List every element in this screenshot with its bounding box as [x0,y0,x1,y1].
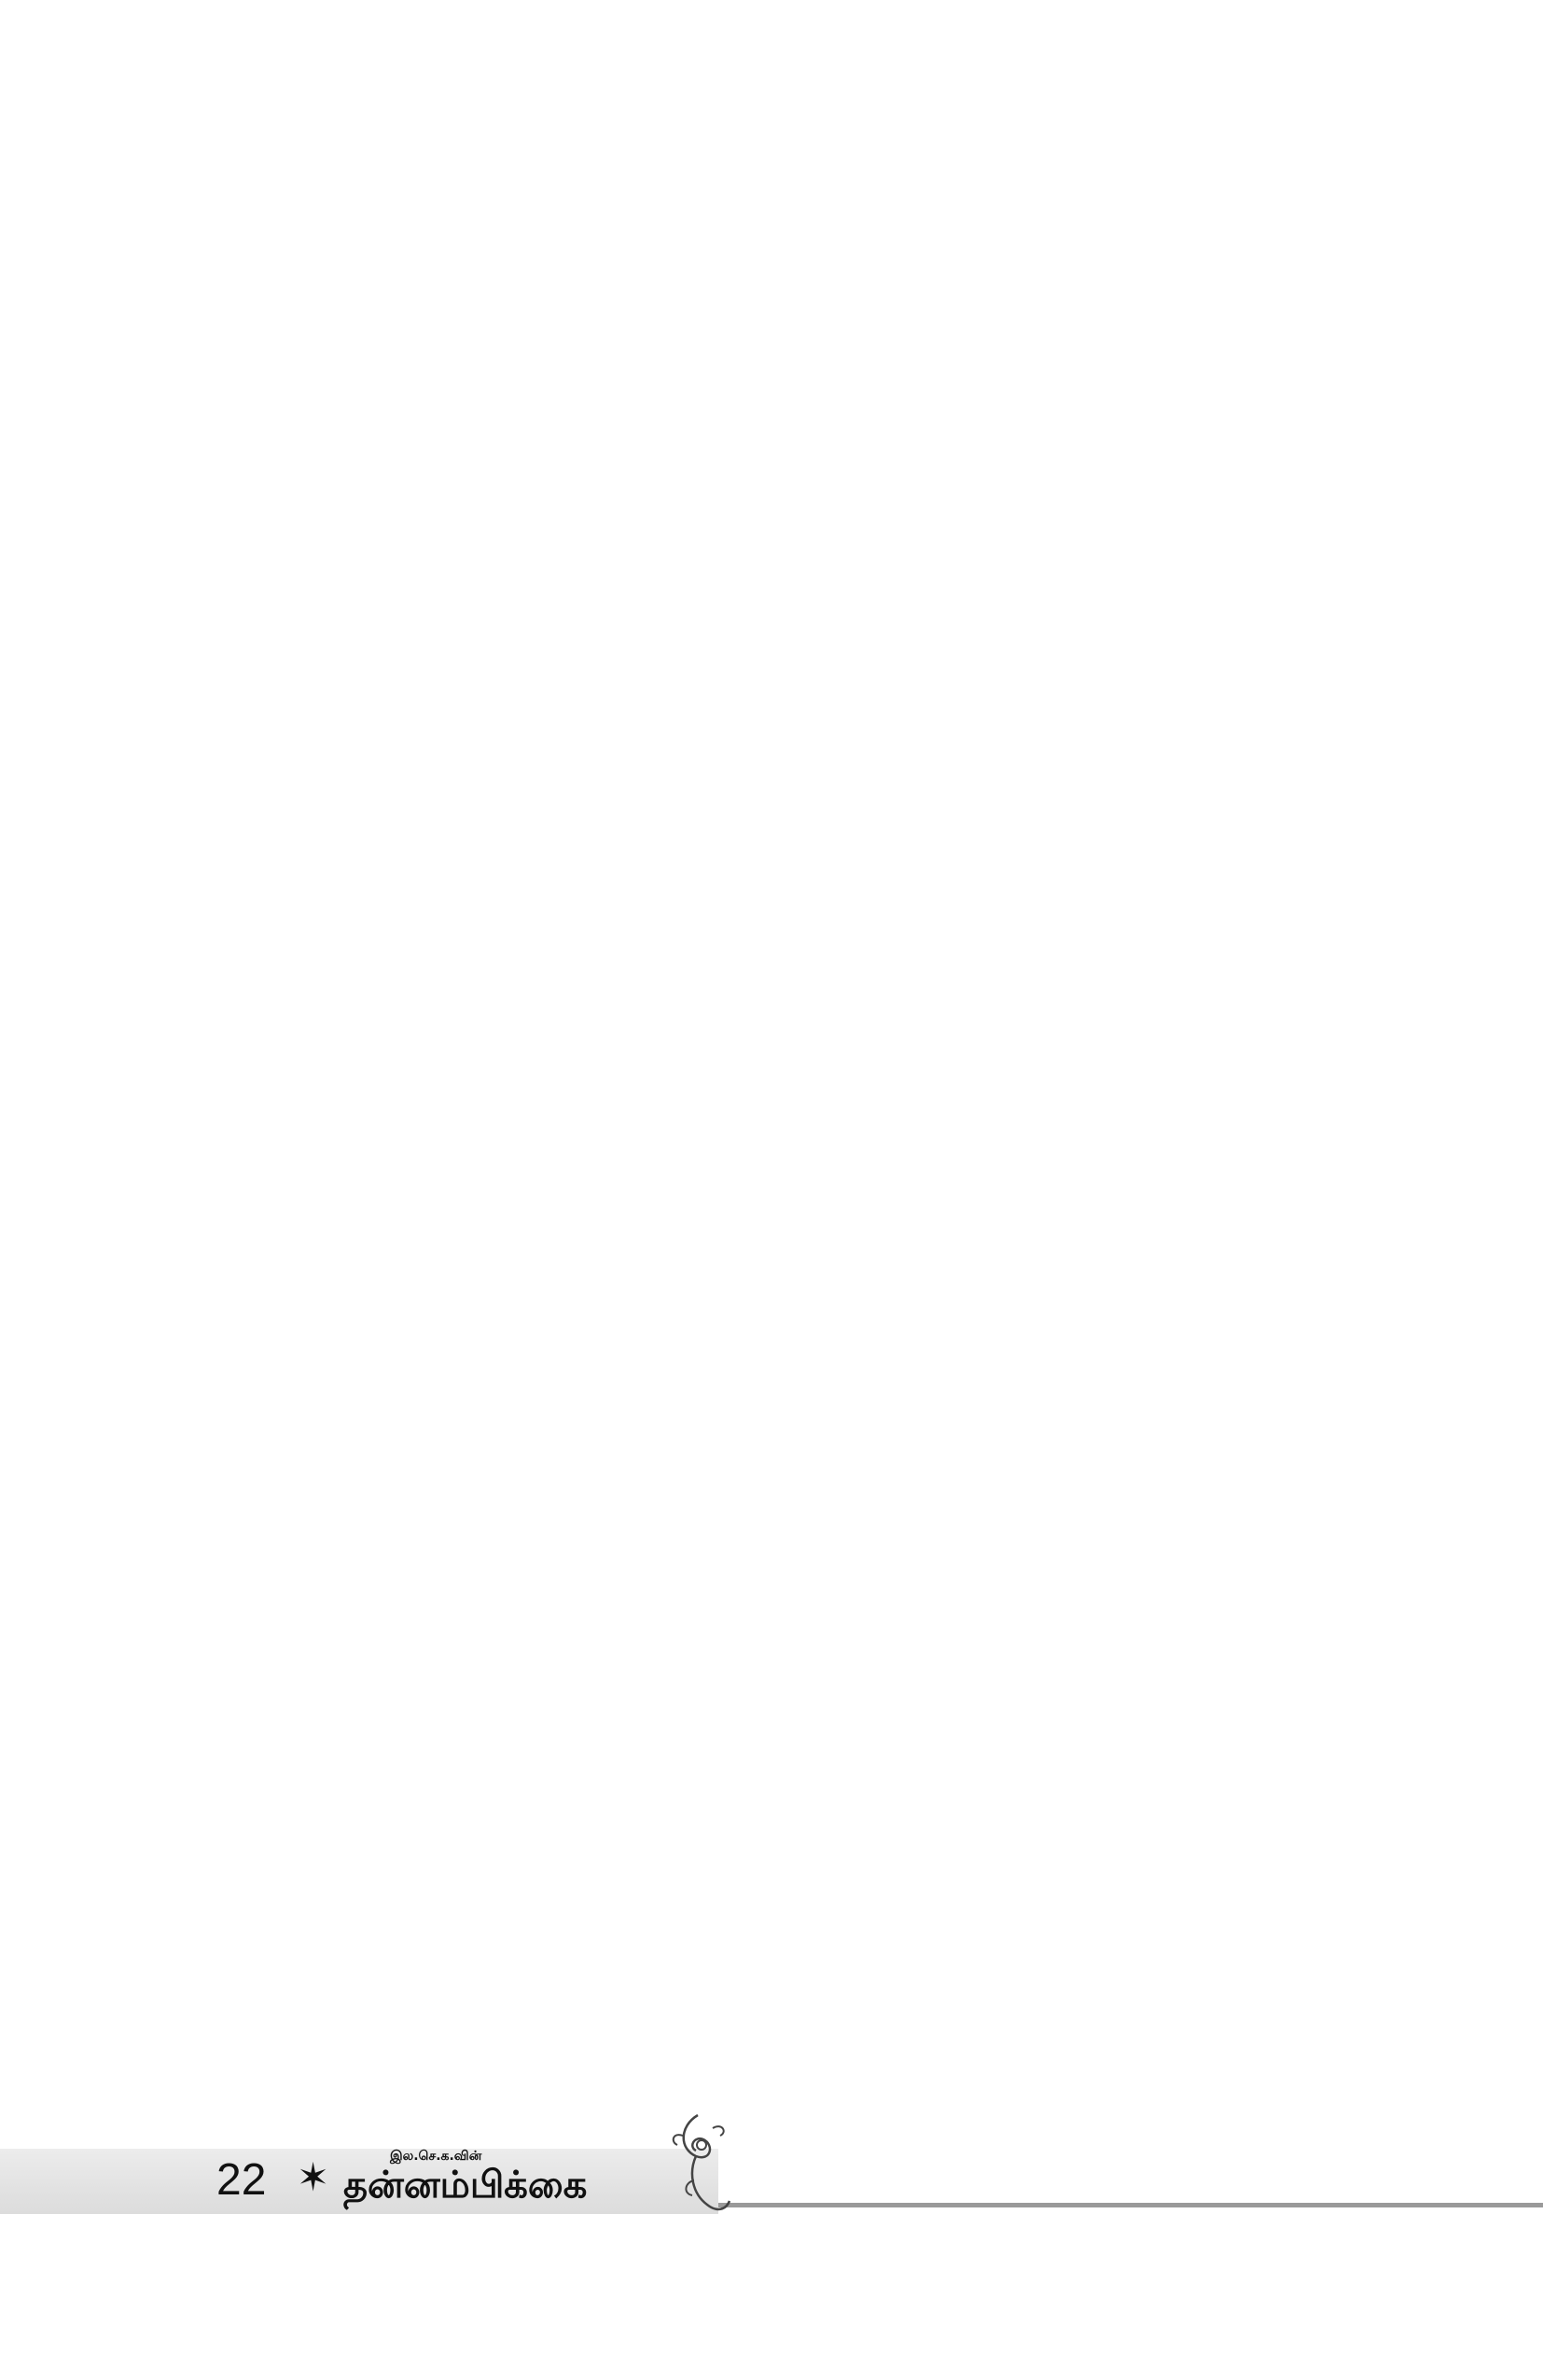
footer-rule [718,2203,1543,2207]
magazine-logo [343,2149,651,2218]
page-text-block [216,177,1323,188]
magazine-logo-subtitle: இல.செ.க.வின் [390,2149,482,2164]
flourish-icon [660,2108,735,2220]
magazine-logo-title: தன்னம்பிக்கை [343,2164,588,2207]
page-footer [0,2141,1543,2221]
star-icon: ✶ [297,2154,330,2200]
page-number: 22 [216,2155,267,2205]
